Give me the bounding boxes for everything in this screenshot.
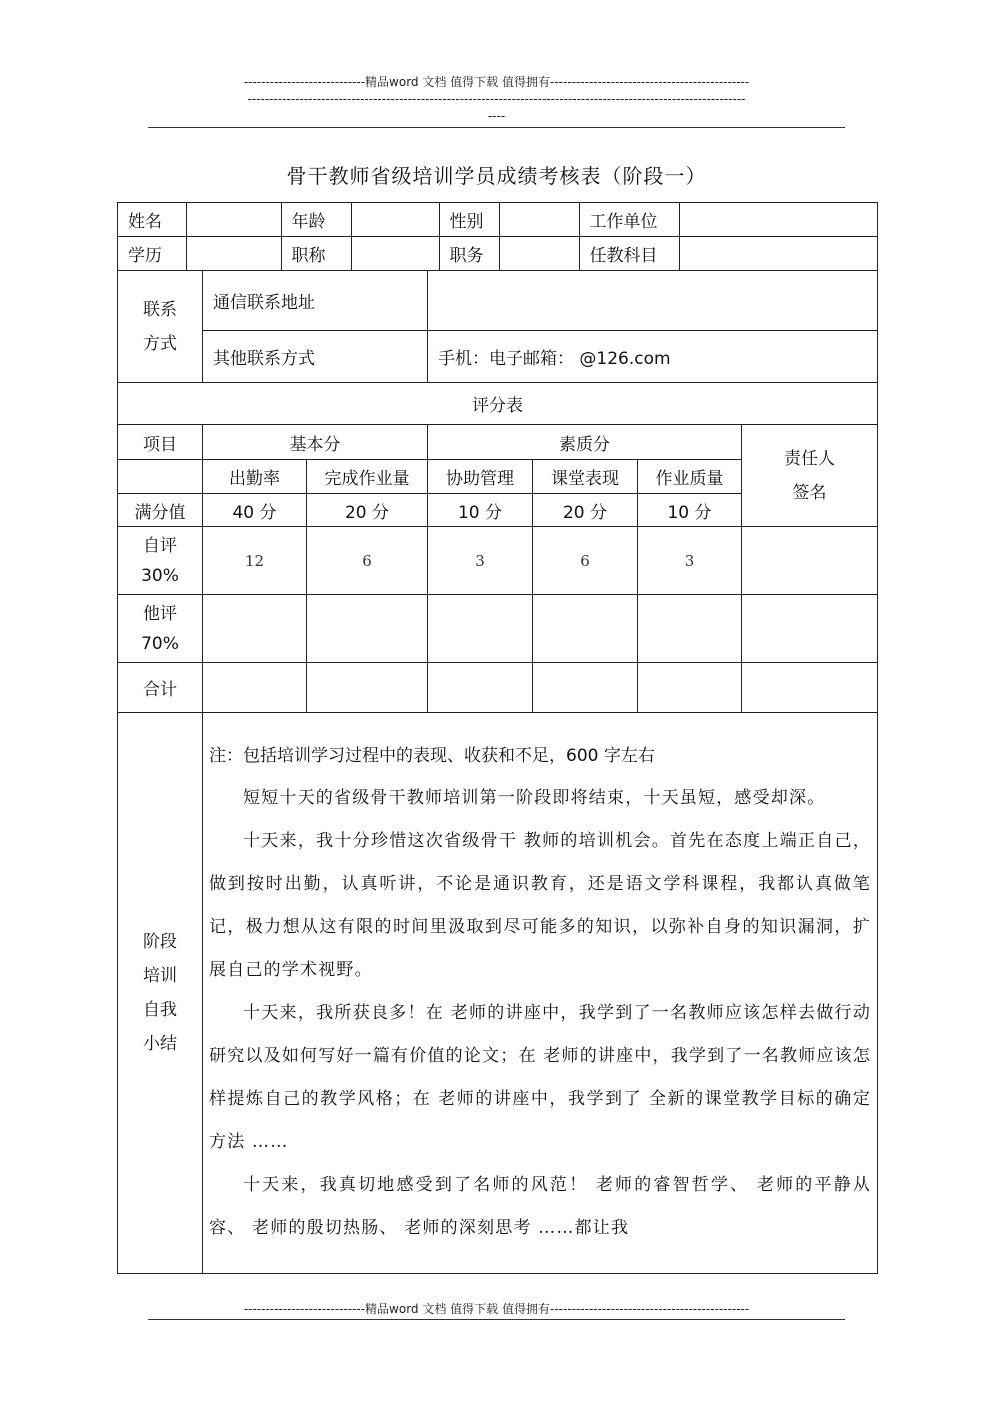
info-row-2	[118, 237, 878, 271]
column-attendance: 出勤率	[203, 460, 307, 494]
summary-paragraph: 十天来，我真切地感受到了名师的风范！ 老师的睿智哲学、 老师的平静从容、 老师的殷切热肠、 老师的深刻思考 ……都让我	[209, 1174, 872, 1238]
summary-paragraph: 十天来，我所获良多！在 老师的讲座中，我学到了一名教师应该怎样去做行动研究以及如何写好一篇有价值的论文；在 老师的讲座中，我学到了一名教师应该怎样提炼自己的教学风格；在 老师的讲座中，我学到了 全新的课堂教学目标的确定方法 ……	[209, 1002, 872, 1152]
address-label: 通信联系地址	[203, 271, 428, 331]
summary-label-char: 阶段	[143, 932, 177, 952]
gender-label: 性别	[439, 203, 499, 236]
page-title: 骨干教师省级培训学员成绩考核表（阶段一）	[286, 164, 707, 188]
self-eval-score[interactable]: 6	[307, 527, 428, 595]
contact-row-other	[118, 331, 878, 383]
summary-content[interactable]	[203, 713, 878, 1274]
full-score-value: 20 分	[307, 494, 428, 527]
summary-note: 注：包括培训学习过程中的表现、收获和不足，600 字左右	[209, 745, 655, 766]
other-contact-value[interactable]: 手机：电子邮箱： @126.com	[428, 331, 878, 383]
contact-label-line-1: 联系	[143, 299, 177, 320]
self-eval-score[interactable]: 6	[533, 527, 638, 595]
score-table-title: 评分表	[118, 383, 878, 425]
total-label: 合计	[118, 663, 203, 713]
total-score[interactable]	[533, 663, 638, 713]
total-row	[118, 663, 878, 713]
self-eval-label-line-1: 自评	[143, 535, 177, 556]
contact-row-address	[118, 271, 878, 331]
self-eval-signature[interactable]	[742, 527, 878, 595]
basic-score-label: 基本分	[203, 425, 428, 460]
peer-eval-row	[118, 595, 878, 663]
signer-label-line-1: 责任人	[784, 448, 836, 469]
position-field[interactable]	[499, 237, 579, 270]
summary-label	[118, 713, 203, 1274]
column-homework-quality: 作业质量	[638, 460, 742, 494]
title-label: 职称	[281, 237, 351, 270]
empty-header-cell	[118, 460, 203, 494]
total-score[interactable]	[307, 663, 428, 713]
address-field[interactable]	[428, 271, 878, 331]
assessment-table	[117, 202, 878, 1274]
education-label: 学历	[118, 237, 186, 270]
peer-eval-score[interactable]	[428, 595, 533, 663]
summary-paragraph: 十天来，我十分珍惜这次省级骨干 教师的培训机会。首先在态度上端正自己，做到按时出勤，认真听讲，不论是通识教育，还是语文学科课程，我都认真做笔记，极力想从这有限的时间里汲取到尽可能多的知识，以弥补自身的知识漏洞，扩展自己的学术视野。	[209, 830, 872, 980]
total-score[interactable]	[638, 663, 742, 713]
other-contact-label: 其他联系方式	[203, 331, 428, 383]
self-eval-score[interactable]: 3	[428, 527, 533, 595]
summary-label-char: 小结	[143, 1034, 177, 1054]
work-unit-field[interactable]	[679, 203, 877, 236]
total-score[interactable]	[428, 663, 533, 713]
score-title-row	[118, 383, 878, 425]
peer-eval-label-line-1: 他评	[143, 603, 177, 624]
title-field[interactable]	[351, 237, 439, 270]
self-eval-score[interactable]: 12	[203, 527, 307, 595]
score-header-row-1	[118, 425, 878, 460]
peer-eval-score[interactable]	[533, 595, 638, 663]
peer-eval-score[interactable]	[203, 595, 307, 663]
self-eval-score[interactable]: 3	[638, 527, 742, 595]
education-field[interactable]	[186, 237, 281, 270]
footer-rule	[148, 1319, 845, 1320]
peer-eval-signature[interactable]	[742, 595, 878, 663]
header-rule	[148, 127, 845, 128]
self-eval-row	[118, 527, 878, 595]
age-field[interactable]	[351, 203, 439, 236]
header-dash-line: -------------------------------------------------------------------------------------------------------------------	[247, 92, 746, 106]
header-dash-tail: ----	[487, 109, 506, 123]
summary-row	[118, 713, 878, 1274]
peer-eval-label	[118, 595, 203, 663]
position-label: 职务	[439, 237, 499, 270]
subject-label: 任教科目	[579, 237, 679, 270]
footer-watermark: ----------------------------精品word 文档 值得下载 值得拥有----------------------------------------------	[243, 1302, 750, 1316]
contact-label-line-2: 方式	[143, 333, 177, 354]
full-score-value: 20 分	[533, 494, 638, 527]
summary-paragraph: 短短十天的省级骨干教师培训第一阶段即将结束，十天虽短，感受却深。	[243, 787, 826, 808]
signer-label	[742, 425, 878, 527]
subject-field[interactable]	[679, 237, 877, 270]
total-score[interactable]	[203, 663, 307, 713]
self-eval-label-line-2: 30%	[141, 565, 179, 586]
peer-eval-label-line-2: 70%	[141, 633, 179, 654]
item-label: 项目	[118, 425, 203, 460]
header-watermark: ----------------------------精品word 文档 值得下载 值得拥有----------------------------------------------	[243, 75, 750, 89]
full-score-label: 满分值	[118, 494, 203, 527]
signer-label-line-2: 签名	[792, 482, 827, 503]
column-assist-management: 协助管理	[428, 460, 533, 494]
contact-label	[118, 271, 203, 383]
peer-eval-score[interactable]	[638, 595, 742, 663]
self-eval-label	[118, 527, 203, 595]
quality-score-label: 素质分	[428, 425, 742, 460]
peer-eval-score[interactable]	[307, 595, 428, 663]
age-label: 年龄	[281, 203, 351, 236]
gender-field[interactable]	[499, 203, 579, 236]
summary-label-char: 培训	[143, 966, 177, 986]
info-row-1	[118, 203, 878, 237]
name-field[interactable]	[186, 203, 281, 236]
summary-label-char: 自我	[143, 1000, 177, 1020]
column-homework-amount: 完成作业量	[307, 460, 428, 494]
full-score-value: 10 分	[428, 494, 533, 527]
total-signature[interactable]	[742, 663, 878, 713]
column-class-performance: 课堂表现	[533, 460, 638, 494]
full-score-value: 40 分	[203, 494, 307, 527]
name-label: 姓名	[118, 203, 186, 236]
work-unit-label: 工作单位	[579, 203, 679, 236]
full-score-value: 10 分	[638, 494, 742, 527]
